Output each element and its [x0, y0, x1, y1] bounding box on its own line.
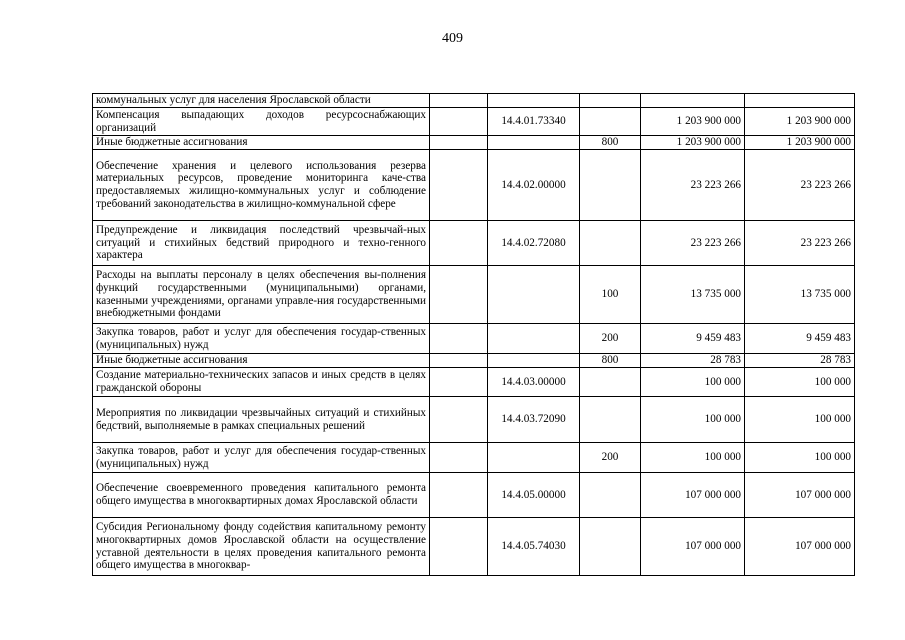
row-sum1-cell: 107 000 000	[641, 473, 745, 518]
row-name-cell: Создание материально-технических запасов и иных средств в целях гражданской обороны	[93, 368, 430, 397]
empty-cell	[430, 518, 488, 576]
row-name-cell: Компенсация выпадающих доходов ресурсоснабжающих организаций	[93, 108, 430, 136]
row-type-cell: 800	[580, 136, 641, 150]
row-name-cell: Иные бюджетные ассигнования	[93, 354, 430, 368]
row-name-cell: Иные бюджетные ассигнования	[93, 136, 430, 150]
row-sum2-cell: 107 000 000	[745, 518, 855, 576]
row-sum2-cell: 28 783	[745, 354, 855, 368]
row-type-cell	[580, 94, 641, 108]
row-type-cell: 100	[580, 266, 641, 324]
table-row	[93, 221, 855, 266]
empty-cell	[430, 443, 488, 473]
row-sum2-cell: 13 735 000	[745, 266, 855, 324]
row-sum1-cell	[641, 94, 745, 108]
row-type-cell	[580, 397, 641, 443]
table-row	[93, 136, 855, 150]
row-code-cell: 14.4.03.00000	[488, 368, 580, 397]
empty-cell	[430, 266, 488, 324]
table-row	[93, 443, 855, 473]
empty-cell	[430, 324, 488, 354]
table-row	[93, 266, 855, 324]
row-sum2-cell: 107 000 000	[745, 473, 855, 518]
row-type-cell: 200	[580, 443, 641, 473]
row-name-cell: Расходы на выплаты персоналу в целях обеспечения вы-полнения функций государственными (муниципальными) органами, казенными учреждениями, органами управле-ния государственными внебюджетными фондами	[93, 266, 430, 324]
row-name-cell: Закупка товаров, работ и услуг для обеспечения государ-ственных (муниципальных) нужд	[93, 443, 430, 473]
row-name-cell: Обеспечение своевременного проведения капитального ремонта общего имущества в многоквартирных домах Ярославской области	[93, 473, 430, 518]
row-type-cell	[580, 221, 641, 266]
table-row	[93, 150, 855, 221]
row-code-cell	[488, 324, 580, 354]
row-sum2-cell	[745, 94, 855, 108]
row-name-cell: Закупка товаров, работ и услуг для обеспечения государ-ственных (муниципальных) нужд	[93, 324, 430, 354]
table-row	[93, 473, 855, 518]
row-sum2-cell: 1 203 900 000	[745, 108, 855, 136]
row-sum1-cell: 100 000	[641, 443, 745, 473]
row-sum2-cell: 100 000	[745, 368, 855, 397]
row-sum1-cell: 13 735 000	[641, 266, 745, 324]
row-sum2-cell: 1 203 900 000	[745, 136, 855, 150]
row-name-cell: Мероприятия по ликвидации чрезвычайных ситуаций и стихийных бедствий, выполняемые в рамках специальных решений	[93, 397, 430, 443]
page-number: 409	[442, 31, 463, 46]
row-code-cell	[488, 136, 580, 150]
empty-cell	[430, 108, 488, 136]
empty-cell	[430, 136, 488, 150]
row-sum1-cell: 28 783	[641, 354, 745, 368]
table-row	[93, 94, 855, 108]
row-sum2-cell: 23 223 266	[745, 150, 855, 221]
row-type-cell: 800	[580, 354, 641, 368]
row-name-cell: Предупреждение и ликвидация последствий чрезвычай-ных ситуаций и стихийных бедствий природного и техно-генного характера	[93, 221, 430, 266]
empty-cell	[430, 150, 488, 221]
row-sum1-cell: 23 223 266	[641, 221, 745, 266]
row-code-cell	[488, 354, 580, 368]
row-sum2-cell: 9 459 483	[745, 324, 855, 354]
row-name-cell: Субсидия Региональному фонду содействия капитальному ремонту многоквартирных домов Ярославской области на осуществление уставной деятельности в целях проведения капитального ремонта общего имущества в многоквар-	[93, 518, 430, 576]
row-code-cell	[488, 94, 580, 108]
row-sum1-cell: 23 223 266	[641, 150, 745, 221]
empty-cell	[430, 94, 488, 108]
empty-cell	[430, 221, 488, 266]
row-code-cell	[488, 266, 580, 324]
row-type-cell: 200	[580, 324, 641, 354]
row-sum1-cell: 100 000	[641, 397, 745, 443]
empty-cell	[430, 368, 488, 397]
empty-cell	[430, 397, 488, 443]
budget-table	[92, 93, 855, 576]
row-name-cell: коммунальных услуг для населения Ярославской области	[93, 94, 430, 108]
row-sum1-cell: 107 000 000	[641, 518, 745, 576]
row-sum1-cell: 9 459 483	[641, 324, 745, 354]
row-code-cell: 14.4.05.74030	[488, 518, 580, 576]
table-row	[93, 108, 855, 136]
table-row	[93, 397, 855, 443]
row-sum2-cell: 100 000	[745, 397, 855, 443]
row-type-cell	[580, 368, 641, 397]
row-type-cell	[580, 150, 641, 221]
row-code-cell: 14.4.01.73340	[488, 108, 580, 136]
row-type-cell	[580, 108, 641, 136]
row-code-cell: 14.4.02.72080	[488, 221, 580, 266]
row-sum1-cell: 100 000	[641, 368, 745, 397]
table-row	[93, 354, 855, 368]
empty-cell	[430, 354, 488, 368]
empty-cell	[430, 473, 488, 518]
row-sum2-cell: 23 223 266	[745, 221, 855, 266]
row-type-cell	[580, 473, 641, 518]
row-sum1-cell: 1 203 900 000	[641, 136, 745, 150]
row-name-cell: Обеспечение хранения и целевого использования резерва материальных ресурсов, проведение мониторинга каче-ства предоставляемых жилищно-коммунальных услуг и соблюдение требований законодательства в жилищно-коммунальной сфере	[93, 150, 430, 221]
table-row	[93, 324, 855, 354]
table-row	[93, 368, 855, 397]
row-code-cell: 14.4.02.00000	[488, 150, 580, 221]
row-code-cell: 14.4.03.72090	[488, 397, 580, 443]
budget-table-body	[93, 94, 855, 576]
row-type-cell	[580, 518, 641, 576]
table-row	[93, 518, 855, 576]
row-sum2-cell: 100 000	[745, 443, 855, 473]
row-code-cell: 14.4.05.00000	[488, 473, 580, 518]
row-sum1-cell: 1 203 900 000	[641, 108, 745, 136]
row-code-cell	[488, 443, 580, 473]
